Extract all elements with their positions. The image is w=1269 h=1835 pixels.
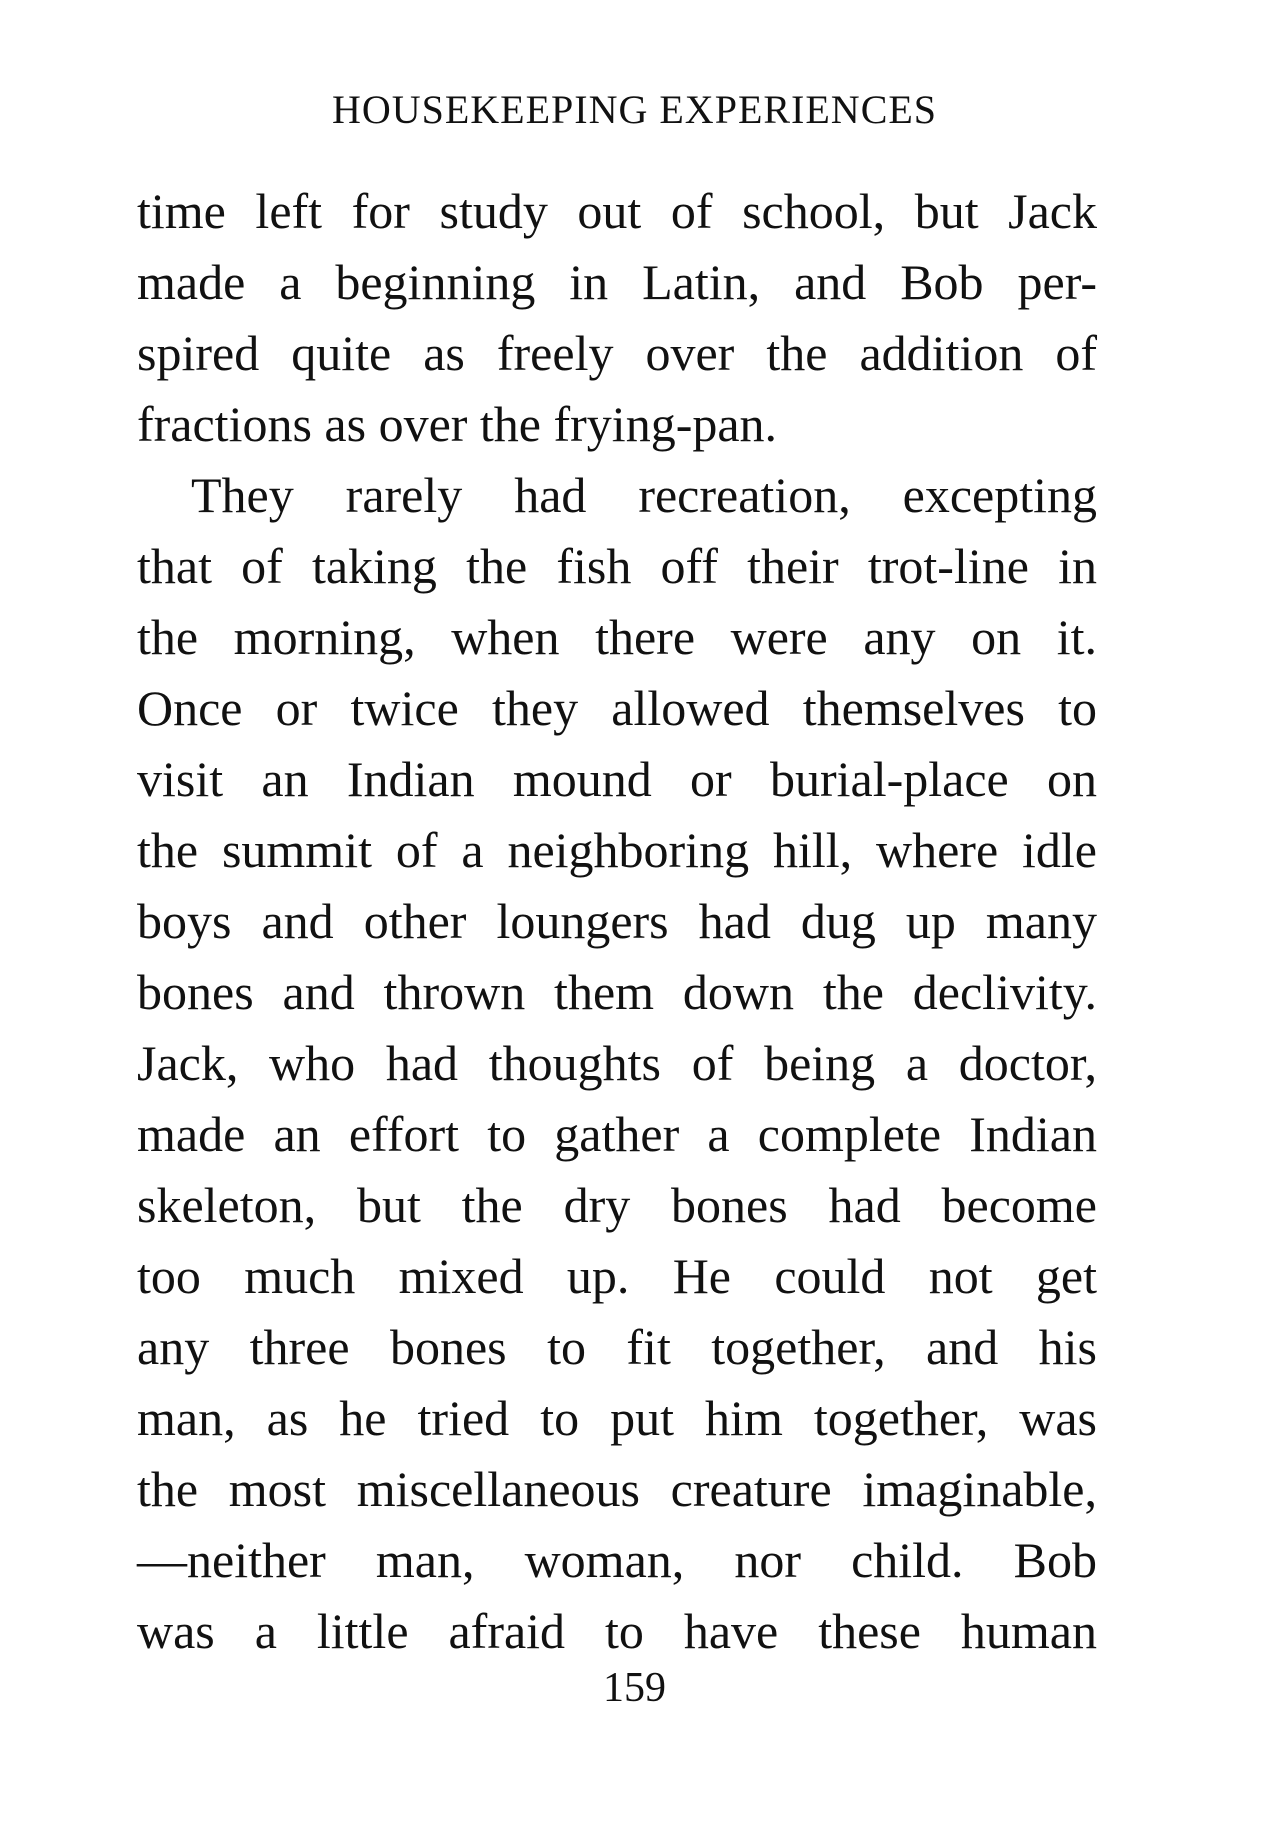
text-line: skeleton, but the dry bones had become <box>137 1177 1097 1233</box>
text-line: any three bones to fit together, and his <box>137 1319 1097 1375</box>
text-line: spired quite as freely over the addition of <box>137 325 1097 381</box>
text-line: They rarely had recreation, excepting <box>191 467 1097 523</box>
text-line: that of taking the fish off their trot-line in <box>137 538 1097 594</box>
running-head: HOUSEKEEPING EXPERIENCES <box>331 87 938 132</box>
text-line: the most miscellaneous creature imaginable, <box>137 1461 1097 1517</box>
text-line: Jack, who had thoughts of being a doctor, <box>137 1035 1097 1091</box>
text-line: man, as he tried to put him together, was <box>137 1390 1097 1446</box>
body-text <box>137 176 1097 1667</box>
text-line: boys and other loungers had dug up many <box>137 893 1097 949</box>
text-line: made a beginning in Latin, and Bob per- <box>137 254 1097 310</box>
text-line: the summit of a neighboring hill, where idle <box>137 822 1097 878</box>
text-line: fractions as over the frying-pan. <box>137 396 778 452</box>
text-line: —neither man, woman, nor child. Bob <box>137 1532 1097 1588</box>
text-line: bones and thrown them down the declivity. <box>137 964 1097 1020</box>
page-number: 159 <box>603 1665 666 1711</box>
text-line: too much mixed up. He could not get <box>137 1248 1097 1304</box>
text-line: Once or twice they allowed themselves to <box>137 680 1097 736</box>
text-line: was a little afraid to have these human <box>137 1603 1097 1659</box>
text-line: visit an Indian mound or burial-place on <box>137 751 1097 807</box>
text-line: made an effort to gather a complete Indian <box>137 1106 1097 1162</box>
text-line: the morning, when there were any on it. <box>137 609 1097 665</box>
text-line: time left for study out of school, but Jack <box>137 183 1097 239</box>
